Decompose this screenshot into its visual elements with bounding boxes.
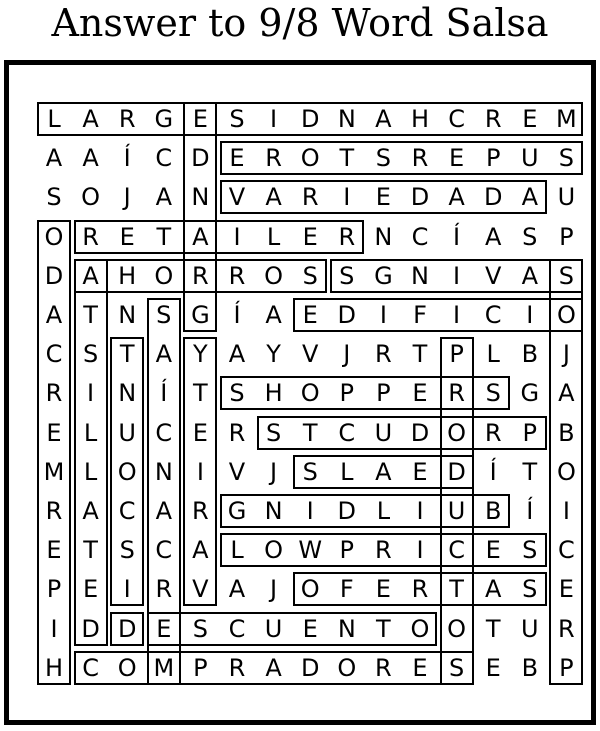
grid-cell: P (559, 653, 574, 682)
grid-cell: A (45, 144, 63, 173)
puzzle-title: Answer to 9/8 Word Salsa (51, 1, 549, 45)
grid-cell: U (374, 418, 393, 447)
grid-cell: L (83, 457, 98, 486)
grid-cell: S (375, 144, 391, 173)
grid-cell: C (338, 418, 356, 447)
grid-cell: E (412, 653, 428, 682)
grid-cell: N (118, 301, 137, 329)
grid-cell: O (300, 144, 320, 173)
grid-cell: L (83, 418, 98, 447)
grid-cell: T (119, 340, 135, 369)
grid-cell: O (264, 261, 284, 290)
grid-cell: R (484, 105, 502, 133)
grid-cell: C (228, 614, 246, 643)
grid-cell: C (558, 536, 575, 565)
grid-cell: A (484, 575, 502, 604)
grid-cell: A (484, 222, 502, 251)
grid-cell: M (153, 653, 175, 682)
grid-cell: R (228, 418, 246, 447)
grid-cell: U (118, 418, 136, 447)
grid-cell: D (44, 261, 64, 290)
grid-cell: I (416, 536, 424, 565)
grid-cell: U (557, 183, 576, 212)
grid-cell: I (87, 379, 95, 408)
grid-cell: D (447, 457, 466, 486)
grid-cell: E (485, 536, 501, 565)
grid-cell: U (521, 614, 539, 643)
grid-cell: C (155, 536, 173, 565)
grid-cell: P (522, 418, 538, 447)
grid-cell: I (196, 457, 204, 486)
grid-cell: S (339, 261, 355, 290)
grid-cell: A (228, 340, 246, 369)
grid-cell: G (227, 497, 247, 525)
grid-cell: R (375, 536, 392, 565)
grid-cell: R (265, 144, 282, 173)
grid-cell: I (306, 497, 314, 525)
grid-cell: T (412, 340, 428, 369)
grid-cell: N (191, 183, 210, 212)
grid-cell: D (337, 301, 357, 329)
grid-cell: I (379, 301, 387, 329)
grid-cell: U (264, 614, 283, 643)
grid-cell: I (416, 497, 424, 525)
grid-cell: P (559, 222, 574, 251)
grid-cell: O (410, 614, 430, 643)
grid-cell: O (556, 457, 576, 486)
grid-cell: P (46, 575, 62, 604)
grid-cell: R (192, 497, 209, 525)
grid-cell: J (270, 575, 278, 604)
grid-cell: L (230, 536, 244, 565)
grid-cell: R (192, 261, 209, 290)
grid-cell: T (522, 457, 538, 486)
grid-cell: T (376, 614, 391, 643)
grid-cell: R (228, 653, 246, 682)
grid-cell: R (448, 379, 465, 408)
grid-cell: A (192, 536, 209, 565)
grid-cell: N (374, 222, 393, 251)
grid-cell: A (155, 340, 172, 369)
grid-cell: U (521, 144, 539, 173)
grid-cell: L (376, 497, 391, 525)
grid-cell: C (484, 301, 502, 329)
grid-cell: G (191, 301, 210, 329)
grid-cell: E (558, 575, 574, 604)
grid-cell: A (82, 497, 99, 525)
grid-cell: E (302, 301, 318, 329)
grid-cell: S (265, 418, 282, 447)
grid-cell: N (264, 497, 283, 525)
grid-cell: D (483, 183, 503, 212)
grid-cell: E (229, 144, 245, 173)
grid-cell: I (123, 575, 131, 604)
grid-cell: A (521, 261, 538, 290)
grid-cell: S (558, 261, 574, 290)
grid-cell: S (485, 379, 501, 408)
grid-cell: E (449, 144, 465, 173)
grid-cell: O (556, 301, 576, 329)
grid-cell: C (45, 340, 63, 369)
grid-cell: C (155, 144, 173, 173)
grid-cell: S (192, 614, 208, 643)
grid-cell: C (118, 497, 136, 525)
grid-cell: R (155, 575, 173, 604)
grid-cell: E (485, 653, 501, 682)
grid-cell: I (562, 497, 570, 525)
grid-cell: Y (193, 340, 208, 369)
grid-cell: H (264, 379, 283, 408)
grid-cell: G (374, 261, 393, 290)
grid-cell: A (521, 183, 538, 212)
grid-cell: E (119, 222, 135, 251)
grid-cell: R (338, 222, 356, 251)
grid-cell: R (45, 497, 63, 525)
grid-cell: O (447, 614, 467, 643)
grid-cell: R (228, 261, 246, 290)
grid-cell: E (302, 222, 318, 251)
grid-cell: P (485, 144, 501, 173)
grid-cell: S (156, 301, 172, 329)
grid-cell: J (123, 183, 131, 212)
grid-cell: P (376, 379, 391, 408)
grid-cell: Í (233, 301, 241, 329)
grid-cell: A (375, 105, 392, 133)
grid-cell: T (193, 379, 208, 408)
grid-cell: O (447, 418, 467, 447)
grid-cell: A (155, 183, 172, 212)
grid-cell: S (558, 144, 574, 173)
grid-cell: E (412, 457, 428, 486)
grid-cell: S (522, 222, 538, 251)
grid-cell: I (233, 222, 241, 251)
grid-cell: O (337, 653, 357, 682)
grid-cell: R (375, 653, 392, 682)
grid-cell: I (50, 614, 58, 643)
grid-cell: D (410, 418, 430, 447)
grid-cell: S (229, 379, 245, 408)
grid-cell: S (302, 457, 318, 486)
grid-cell: A (155, 497, 172, 525)
grid-cell: A (228, 575, 246, 604)
grid-cell: T (83, 301, 98, 329)
grid-cell: A (558, 379, 575, 408)
grid-cell: S (522, 575, 538, 604)
grid-cell: D (191, 144, 210, 173)
grid-cell: H (410, 105, 430, 133)
grid-cell: A (265, 301, 282, 329)
grid-cell: C (155, 418, 173, 447)
grid-cell: V (228, 457, 246, 486)
grid-cell: Í (489, 457, 497, 486)
grid-cell: G (520, 379, 540, 408)
grid-cell: U (447, 497, 466, 525)
grid-cell: C (82, 653, 99, 682)
grid-cell: F (339, 575, 354, 604)
grid-cell: V (484, 261, 502, 290)
grid-cell: E (46, 418, 62, 447)
grid-cell: R (82, 222, 99, 251)
grid-cell: J (562, 340, 570, 369)
grid-cell: S (82, 340, 99, 369)
grid-cell: B (521, 340, 539, 369)
grid-cell: R (301, 183, 319, 212)
grid-cell: P (449, 340, 464, 369)
grid-cell: T (339, 144, 355, 173)
grid-cell: N (411, 261, 429, 290)
grid-cell: L (266, 222, 281, 251)
grid-cell: E (192, 418, 208, 447)
grid-cell: L (486, 340, 500, 369)
grid-cell: F (413, 301, 427, 329)
grid-cell: D (300, 105, 320, 133)
grid-cell: A (82, 105, 99, 133)
grid-cell: C (448, 105, 465, 133)
grid-cell: R (45, 379, 63, 408)
grid-cell: Í (123, 144, 131, 173)
grid-cell: I (453, 301, 461, 329)
grid-cell: E (375, 183, 391, 212)
grid-cell: A (82, 144, 99, 173)
grid-cell: C (411, 222, 429, 251)
grid-cell: J (270, 457, 278, 486)
grid-cell: O (117, 653, 137, 682)
grid-cell: D (337, 497, 357, 525)
grid-cell: A (82, 261, 99, 290)
grid-cell: Í (453, 222, 461, 251)
grid-cell: S (119, 536, 135, 565)
grid-cell: Í (526, 497, 534, 525)
grid-cell: A (265, 653, 282, 682)
grid-cell: N (337, 614, 356, 643)
grid-cell: N (337, 105, 356, 133)
grid-cell: R (118, 105, 136, 133)
grid-cell: S (46, 183, 62, 212)
grid-cell: A (192, 222, 209, 251)
grid-cell: I (453, 261, 461, 290)
grid-cell: E (522, 105, 538, 133)
grid-cell: I (526, 301, 534, 329)
grid-cell: V (301, 340, 319, 369)
grid-cell: E (302, 614, 318, 643)
grid-cell: D (117, 614, 137, 643)
grid-cell: M (556, 105, 577, 133)
grid-cell: D (81, 614, 100, 643)
grid-cell: B (484, 497, 502, 525)
grid-cell: T (449, 575, 464, 604)
grid-cell: L (47, 105, 61, 133)
grid-cell: B (521, 653, 539, 682)
grid-cell: R (411, 575, 429, 604)
grid-cell: I (343, 183, 351, 212)
grid-cell: C (448, 536, 465, 565)
grid-cell: E (375, 575, 391, 604)
grid-cell: B (558, 418, 575, 447)
grid-cell: A (448, 183, 465, 212)
grid-cell: I (270, 105, 278, 133)
grid-cell: D (410, 183, 430, 212)
grid-cell: S (448, 653, 465, 682)
grid-cell: M (43, 457, 65, 486)
grid-cell: H (118, 261, 137, 290)
grid-cell: O (117, 457, 137, 486)
grid-cell: Í (160, 379, 168, 408)
grid-cell: A (375, 457, 392, 486)
grid-cell: R (558, 614, 575, 643)
grid-cell: V (228, 183, 246, 212)
grid-cell: R (484, 418, 502, 447)
grid-cell: S (229, 105, 245, 133)
grid-cell: O (44, 222, 64, 251)
grid-cell: R (411, 144, 429, 173)
grid-cell: A (265, 183, 282, 212)
grid-cell: E (156, 614, 172, 643)
grid-cell: J (343, 340, 351, 369)
grid-cell: Y (266, 340, 281, 369)
grid-cell: W (298, 536, 323, 565)
grid-cell: E (83, 575, 99, 604)
grid-cell: G (154, 105, 174, 133)
grid-cell: E (412, 379, 428, 408)
grid-cell: S (522, 536, 538, 565)
grid-cell: T (156, 222, 172, 251)
grid-cell: E (192, 105, 208, 133)
grid-cell: R (375, 340, 392, 369)
grid-cell: O (300, 575, 320, 604)
grid-cell: P (193, 653, 208, 682)
grid-cell: E (46, 536, 62, 565)
grid-cell: D (300, 653, 320, 682)
grid-cell: A (45, 301, 63, 329)
grid-cell: H (44, 653, 64, 682)
grid-cell: N (154, 457, 173, 486)
grid-cell: N (118, 379, 137, 408)
grid-cell: T (302, 418, 318, 447)
grid-cell: V (192, 575, 209, 604)
grid-cell: O (81, 183, 101, 212)
grid-cell: O (154, 261, 174, 290)
grid-cell: P (339, 536, 355, 565)
grid-cell: L (340, 457, 354, 486)
grid-cell: S (302, 261, 318, 290)
grid-cell: O (300, 379, 320, 408)
grid-cell: P (339, 379, 355, 408)
grid-cell: O (264, 536, 284, 565)
grid-cell: T (83, 536, 98, 565)
grid-cell: T (485, 614, 501, 643)
